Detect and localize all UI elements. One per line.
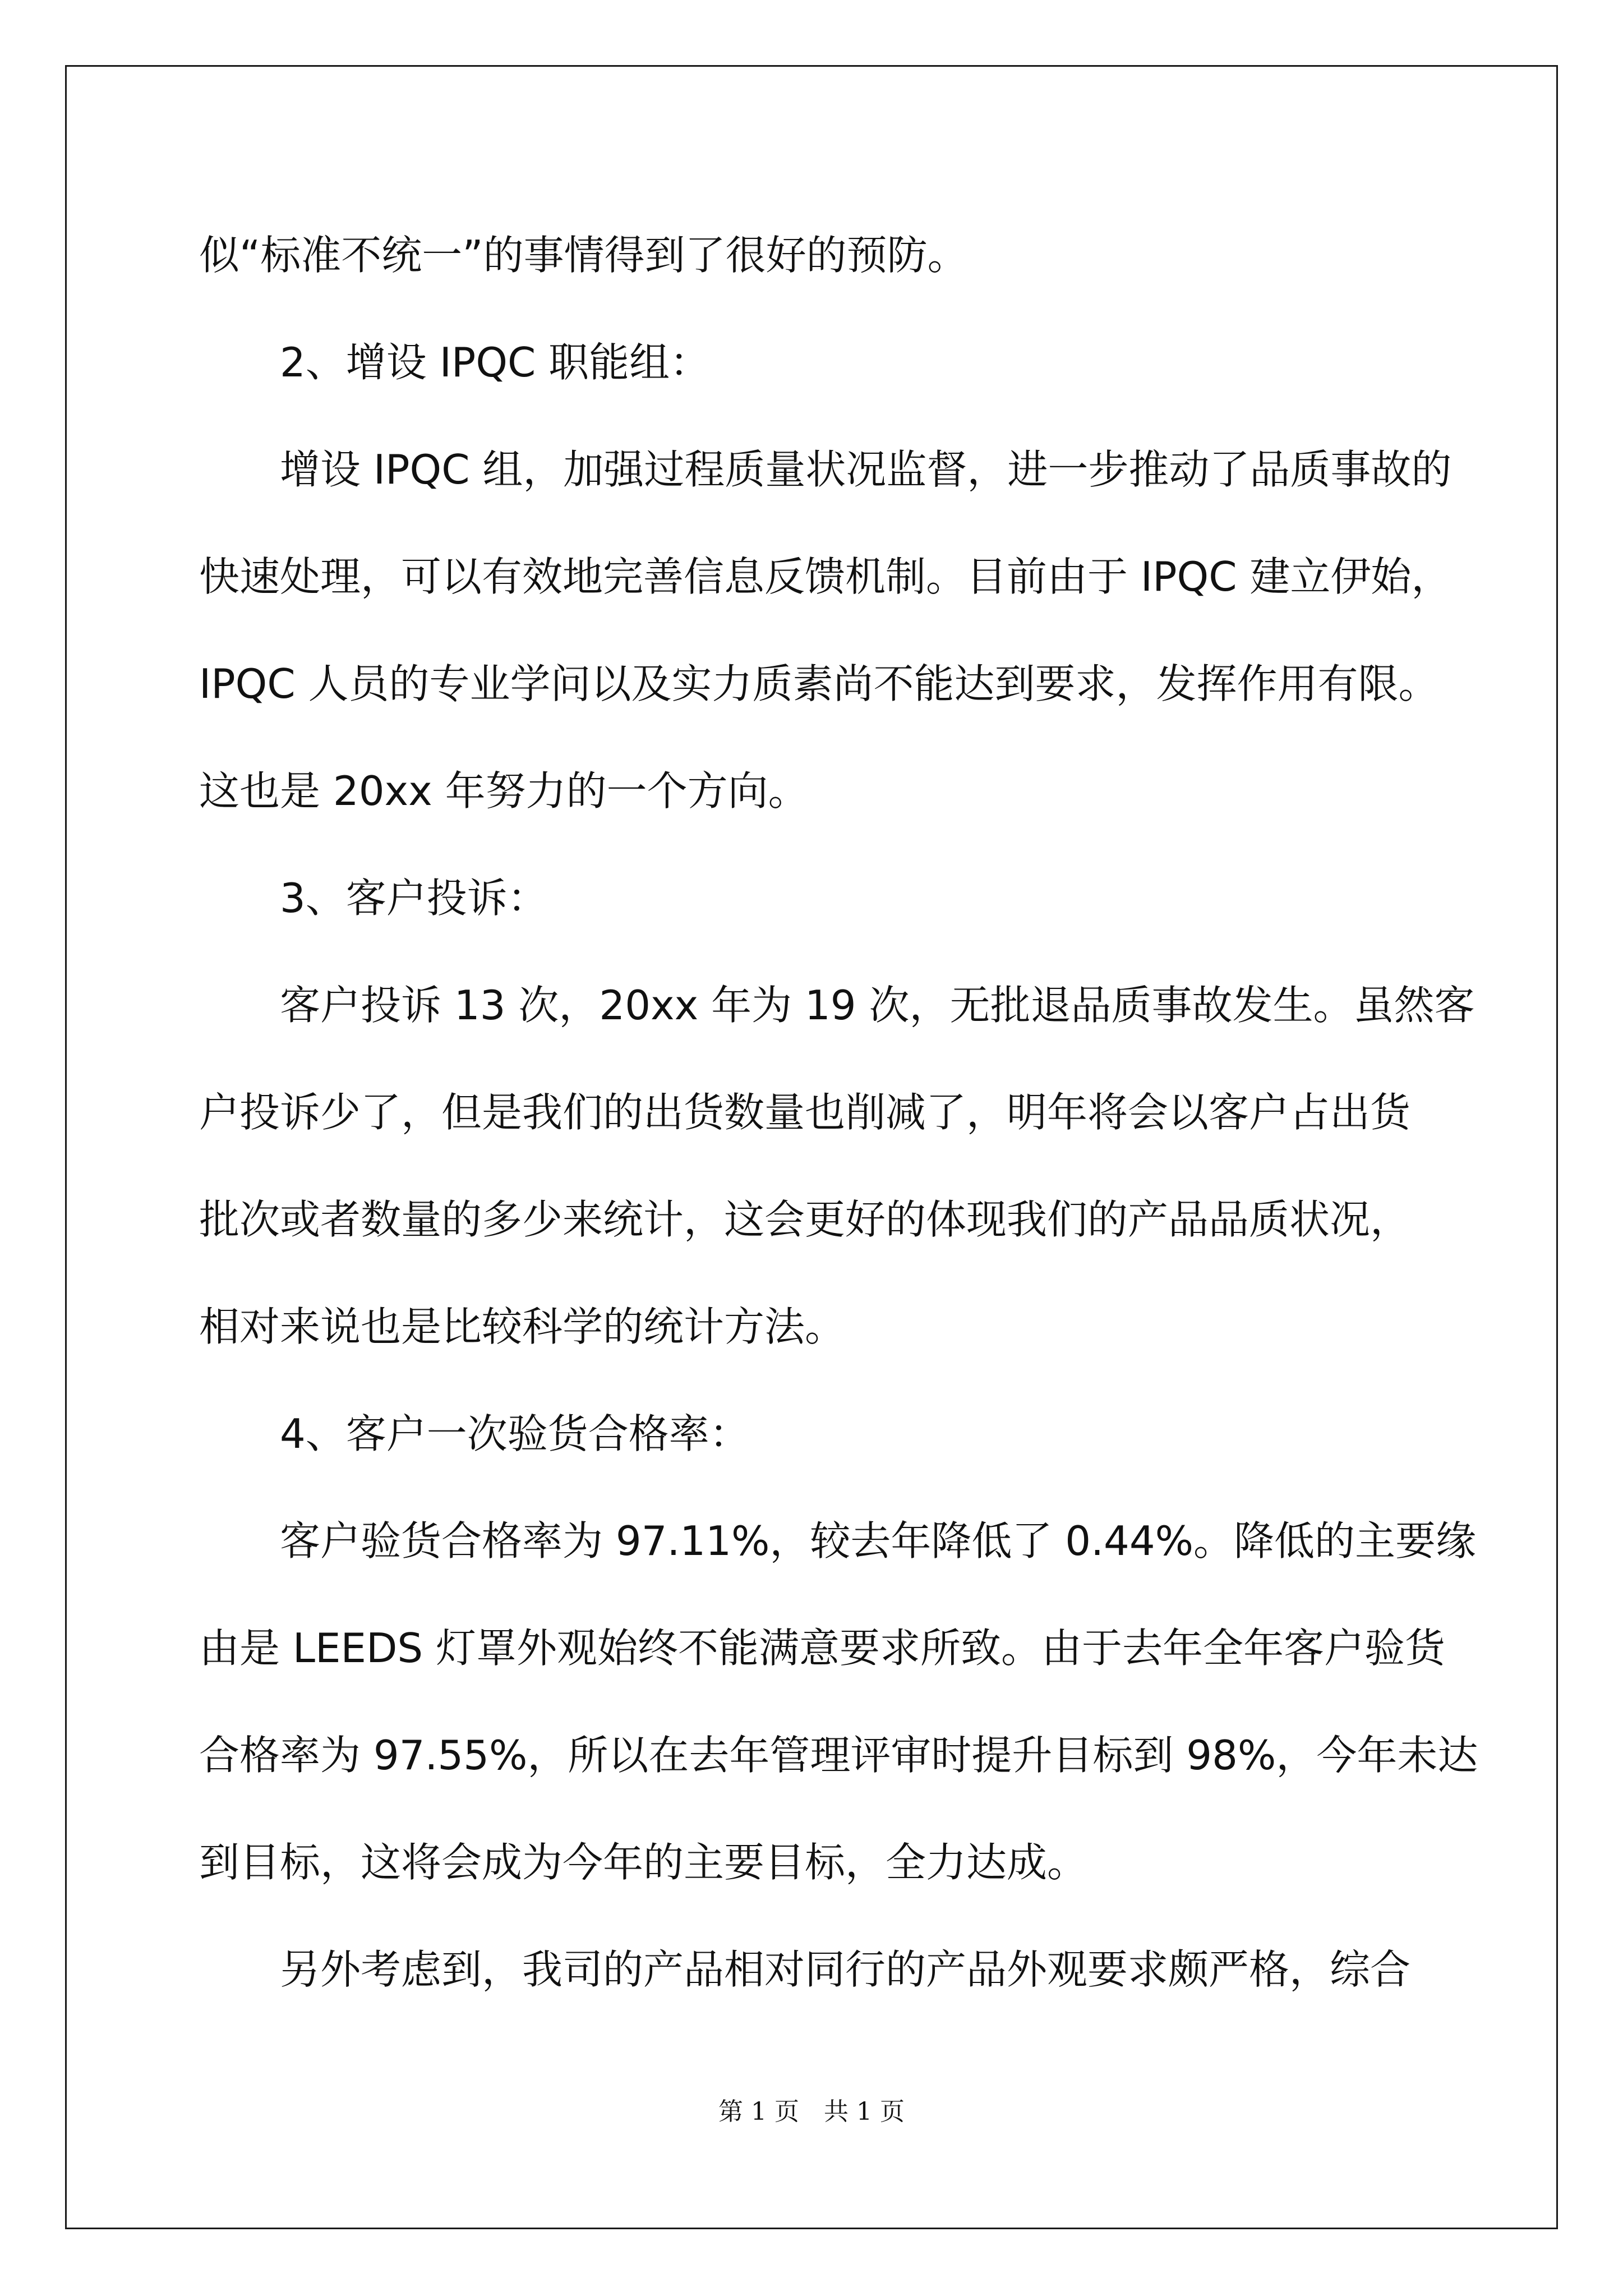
text-line: 由是 LEEDS 灯罩外观始终不能满意要求所致。由于去年全年客户验货 <box>199 1625 1446 1672</box>
text-line: 到目标，这将会成为今年的主要目标，全力达成。 <box>199 1839 1088 1886</box>
text-line: 3、客户投诉： <box>280 875 548 922</box>
text-line: 相对来说也是比较科学的统计方法。 <box>199 1303 846 1350</box>
document-body <box>199 202 1478 2023</box>
text-line: 4、客户一次验货合格率： <box>280 1410 750 1457</box>
text-line: 2、增设 IPQC 职能组： <box>280 339 711 386</box>
text-line: 批次或者数量的多少来统计，这会更好的体现我们的产品品质状况， <box>199 1196 1411 1243</box>
text-line: 这也是 20xx 年努力的一个方向。 <box>199 767 809 815</box>
text-line: 户投诉少了，但是我们的出货数量也削减了，明年将会以客户占出货 <box>199 1089 1411 1136</box>
text-line: IPQC 人员的专业学问以及实力质素尚不能达到要求，发挥作用有限。 <box>199 660 1439 707</box>
text-line: 似“标准不统一”的事情得到了很好的预防。 <box>199 232 968 279</box>
text-line: 增设 IPQC 组，加强过程质量状况监督，进一步推动了品质事故的 <box>280 446 1452 493</box>
page-number: 第 1 页 共 1 页 <box>718 2097 905 2126</box>
text-line: 客户投诉 13 次，20xx 年为 19 次，无批退品质事故发生。虽然客 <box>280 982 1475 1029</box>
text-line: 另外考虑到，我司的产品相对同行的产品外观要求颇严格，综合 <box>280 1946 1411 1993</box>
text-line: 快速处理，可以有效地完善信息反馈机制。目前由于 IPQC 建立伊始， <box>199 553 1452 600</box>
text-line: 合格率为 97.55%，所以在去年管理评审时提升目标到 98%，今年未达 <box>199 1732 1478 1779</box>
text-line: 客户验货合格率为 97.11%，较去年降低了 0.44%。降低的主要缘 <box>280 1517 1477 1565</box>
